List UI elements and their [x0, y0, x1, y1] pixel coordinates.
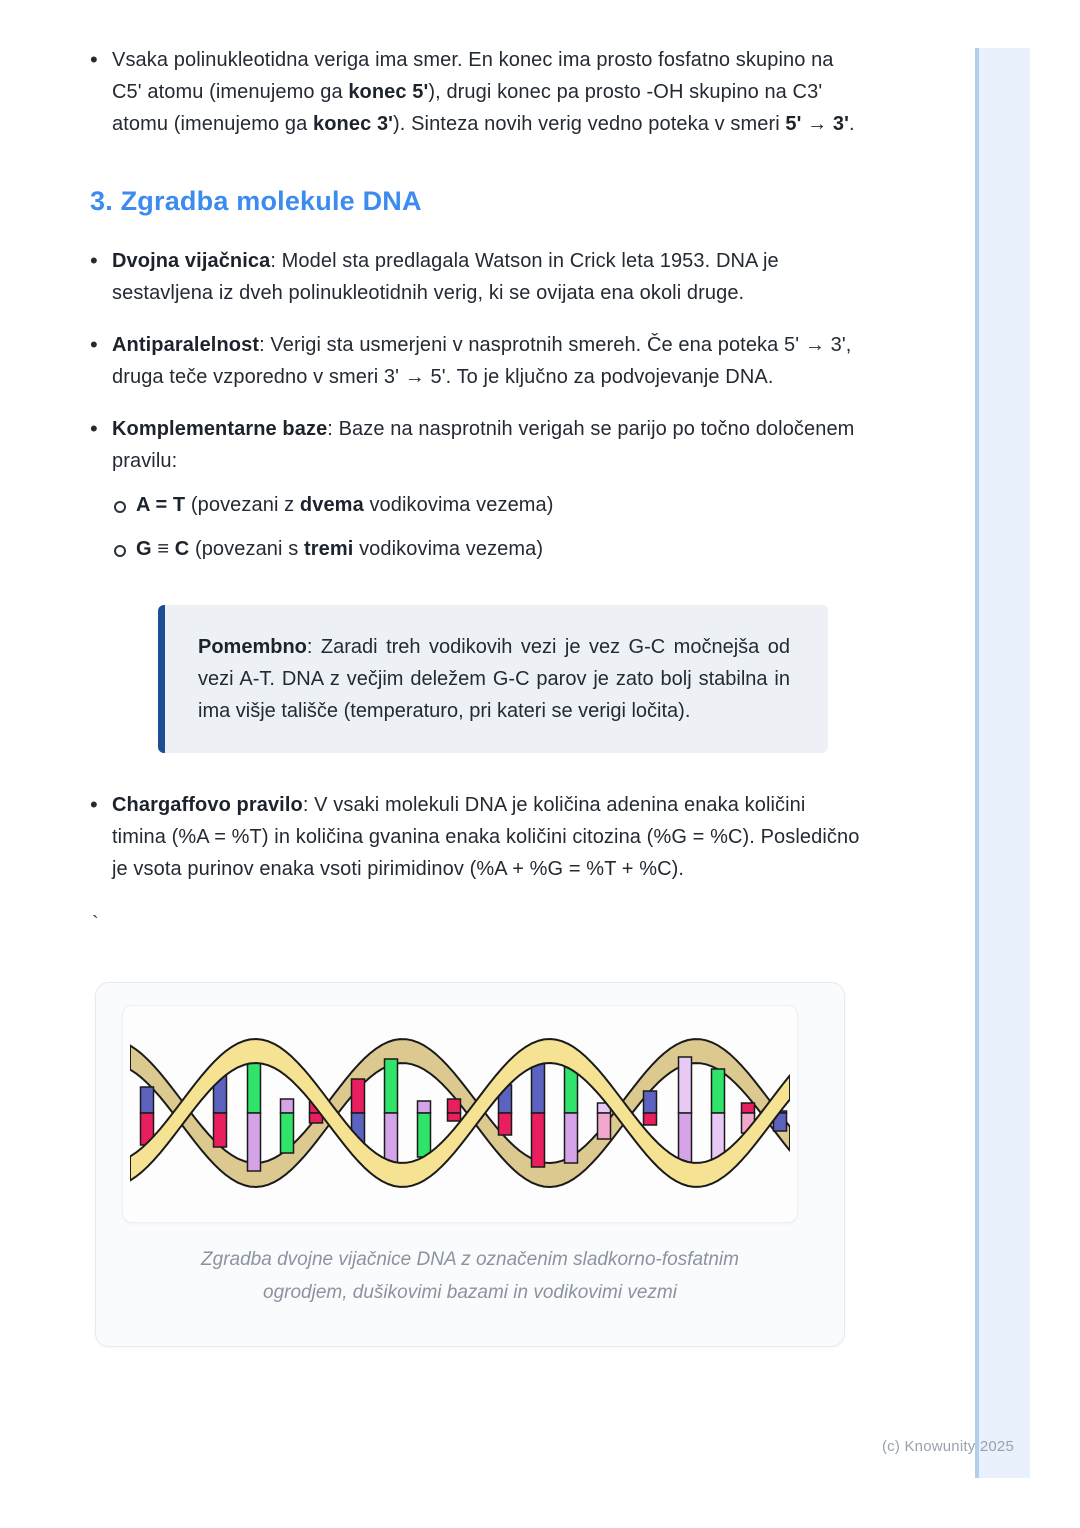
list-item-chargaffovo-pravilo — [90, 789, 865, 885]
base-pair-sublist — [112, 489, 865, 565]
page-content — [90, 38, 865, 1347]
dna-structure-list — [90, 245, 865, 577]
list-item-text: Antiparalelnost: Verigi sta usmerjeni v nasprotnih smereh. Če ena poteka 5' → 3', druga teče vzporedno v smeri 3' → 5'. To je ključno za podvojevanje DNA. — [112, 334, 852, 388]
bullet-icon: • — [90, 332, 98, 357]
figure-image-panel — [122, 1005, 798, 1223]
right-page-strip — [975, 48, 1030, 1478]
list-item-komplementarne-baze — [90, 413, 865, 577]
list-item-antiparalelnost — [90, 329, 865, 393]
sublist-item-text: A = T (povezani z dvema vodikovima vezema) — [136, 494, 554, 516]
sublist-item-g-c — [112, 533, 865, 565]
circle-bullet-icon — [112, 489, 136, 521]
figure-caption: Zgradba dvojne vijačnice DNA z označenim sladkorno-fosfatnim ogrodjem, dušikovimi bazami in vodikovimi vezmi — [201, 1249, 739, 1303]
bullet-icon: • — [90, 416, 98, 441]
stray-backtick-char: ` — [92, 913, 99, 935]
list-item-text: Komplementarne baze: Baze na nasprotnih verigah se parijo po točno določenem pravilu: — [112, 418, 855, 472]
bullet-icon: • — [90, 248, 98, 273]
list-item-dvojna-vijacnica — [90, 245, 865, 309]
circle-bullet-icon — [112, 533, 136, 565]
footer-credit: (c) Knowunity 2025 — [881, 1438, 1014, 1455]
sublist-item-a-t — [112, 489, 865, 521]
list-item-body — [112, 413, 865, 577]
chargaff-list — [90, 789, 865, 885]
figure-card — [95, 982, 845, 1347]
list-item-text: Chargaffovo pravilo: V vsaki molekuli DNA je količina adenina enaka količini timina (%A = %T) in količina gvanina enaka količini citozina (%G = %C). Posledično je vsota purinov enaka vsoti pirimidinov (%A + %G = %T + %C). — [112, 794, 860, 880]
callout-box — [158, 605, 828, 753]
bullet-icon: • — [90, 792, 98, 817]
list-item-text: Dvojna vijačnica: Model sta predlagala Watson in Crick leta 1953. DNA je sestavljena iz dveh polinukleotidnih verig, ki se ovijata ena okoli druge. — [112, 250, 779, 304]
dna-helix-illustration — [130, 1009, 790, 1219]
sublist-item-text: G ≡ C (povezani s tremi vodikovima vezema) — [136, 538, 544, 560]
intro-list — [90, 44, 865, 140]
list-item-text: Vsaka polinukleotidna veriga ima smer. En konec ima prosto fosfatno skupino na C5' atomu (imenujemo ga konec 5'), drugi konec pa prosto -OH skupino na C3' atomu (imenujemo ga konec 3'). Sinteza novih verig vedno poteka v smeri 5' → 3'. — [112, 49, 855, 135]
callout-text: Pomembno: Zaradi treh vodikovih vezi je vez G-C močnejša od vezi A-T. DNA z večjim deležem G-C parov je zato bolj stabilna in ima višje tališče (temperaturo, pri kateri se verigi ločita). — [198, 636, 790, 722]
bullet-icon: • — [90, 47, 98, 72]
list-item — [90, 44, 865, 140]
section-heading: 3. Zgradba molekule DNA — [90, 186, 422, 216]
